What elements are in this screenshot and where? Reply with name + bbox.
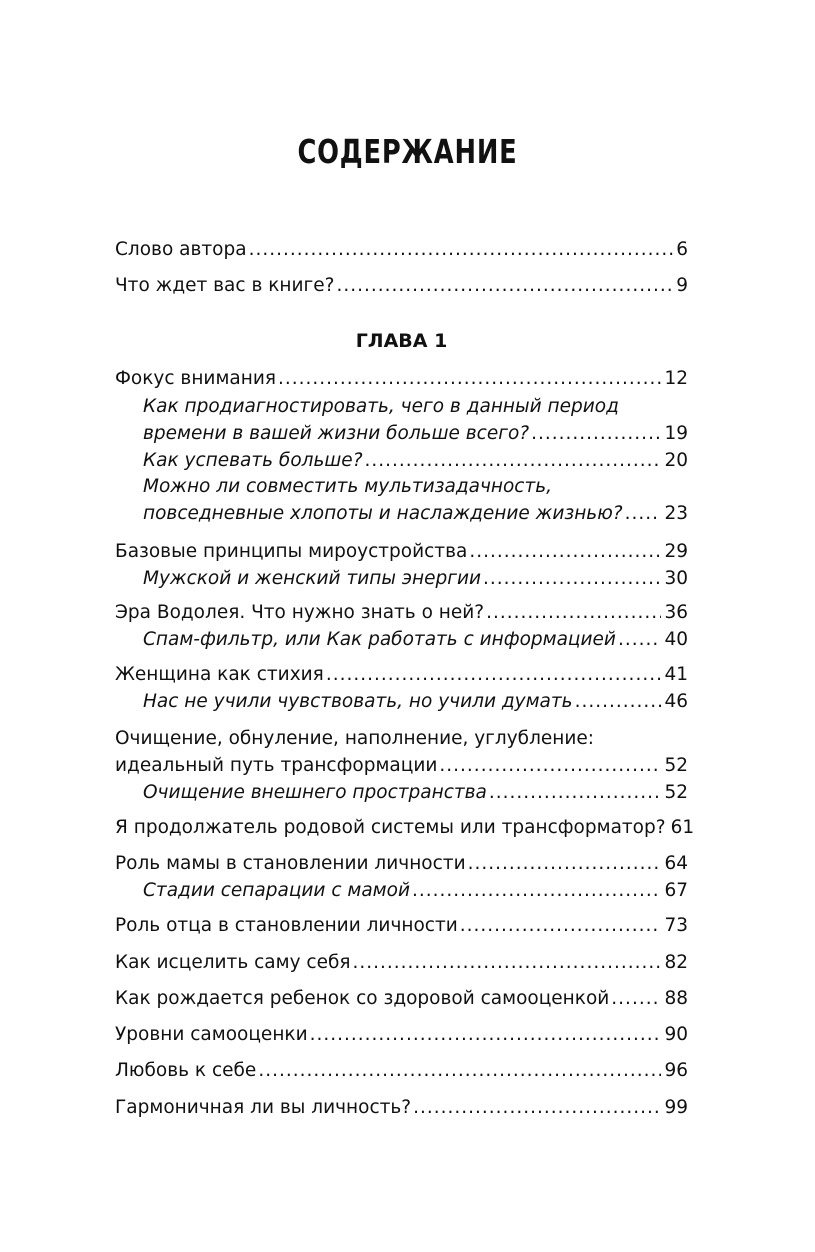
toc-entry-what-awaits[interactable] [115,273,688,299]
toc-page-number: 61 [670,817,695,838]
dot-leader [412,878,661,904]
toc-subentry[interactable] [143,878,688,904]
toc-entry-author-word[interactable] [115,237,688,263]
toc-entry-title: Как успевать больше? [143,450,363,471]
toc-page-number: 40 [664,629,688,650]
dot-leader [258,1058,661,1084]
dot-leader [575,689,662,715]
dot-leader [310,1022,662,1048]
toc-page-number: 29 [664,541,688,562]
toc-page-number: 52 [664,755,688,776]
chapter-heading: ГЛАВА 1 [355,330,448,352]
toc-entry[interactable] [115,986,688,1012]
toc-entry-title: Гармоничная ли вы личность? [115,1097,412,1118]
toc-subentry-title-line1: Можно ли совместить мультизадачность, [143,476,553,497]
toc-entry[interactable] [115,600,688,626]
toc-entry-title: Спам-фильтр, или Как работать с информацией [143,629,616,650]
toc-subentry[interactable] [143,627,688,653]
toc-page-number: 73 [664,915,688,936]
dot-leader [336,273,673,299]
toc-entry-title: Я продолжатель родовой системы или трансформатор? [115,817,666,838]
dot-leader [365,448,662,474]
dot-leader [483,566,661,592]
toc-entry-title: Мужской и женский типы энергии [143,568,481,589]
dot-leader [249,237,674,263]
dot-leader [353,950,662,976]
toc-page-number: 41 [664,664,688,685]
toc-entry-title: Очищение внешнего пространства [143,782,487,803]
toc-entry-title: Эра Водолея. Что нужно знать о ней? [115,602,485,623]
toc-page-number: 88 [664,988,688,1009]
toc-entry[interactable] [115,913,688,939]
toc-entry-title: Стадии сепарации с мамой [143,880,410,901]
toc-entry-title: Что ждет вас в книге? [115,275,335,296]
dot-leader [468,851,662,877]
toc-entry-title: Слово автора [115,239,247,260]
toc-entry[interactable] [115,539,688,565]
toc-entry-title: Как рождается ребенок со здоровой самооценкой [115,988,610,1009]
toc-subentry[interactable] [143,780,688,806]
toc-subentry[interactable] [143,689,688,715]
toc-page-number: 23 [664,503,688,524]
dot-leader [611,986,661,1012]
toc-entry-title: Базовые принципы мироустройства [115,541,468,562]
toc-page-number: 46 [664,691,688,712]
toc-entry-title: Роль отца в становлении личности [115,915,458,936]
toc-entry[interactable] [115,1095,688,1121]
toc-subentry-title-line1: Как продиагностировать, чего в данный период [143,396,619,417]
dot-leader [531,421,661,447]
toc-entry[interactable] [115,1022,688,1048]
dot-leader [278,366,661,392]
toc-entry[interactable] [115,815,695,841]
toc-page-number: 99 [664,1097,688,1118]
dot-leader [469,539,661,565]
toc-page-number: 30 [664,568,688,589]
toc-page-number: 20 [664,450,688,471]
toc-page-number: 96 [664,1060,688,1081]
toc-entry-title: повседневные хлопоты и наслаждение жизнью? [143,503,623,524]
dot-leader [460,913,662,939]
toc-entry[interactable] [115,753,688,779]
toc-entry-title: Уровни самооценки [115,1024,308,1045]
toc-entry[interactable] [115,366,688,392]
toc-entry[interactable] [115,950,688,976]
toc-subentry[interactable] [143,421,688,447]
toc-entry-title: идеальный путь трансформации [115,755,438,776]
toc-page-number: 36 [664,602,688,623]
toc-page-number: 82 [664,952,688,973]
toc-page-number: 9 [676,275,688,296]
toc-page-number: 19 [664,423,688,444]
toc-entry-title: Любовь к себе [115,1060,257,1081]
dot-leader [625,501,662,527]
toc-subentry[interactable] [143,501,688,527]
toc-entry-title: Нас не учили чувствовать, но учили думать [143,691,573,712]
toc-page-number: 52 [664,782,688,803]
toc-subentry[interactable] [143,448,688,474]
dot-leader [439,753,661,779]
toc-page-number: 6 [676,239,688,260]
toc-page-number: 64 [664,853,688,874]
toc-entry[interactable] [115,662,688,688]
dot-leader [486,600,661,626]
dot-leader [413,1095,661,1121]
toc-page-number: 67 [664,880,688,901]
dot-leader [489,780,662,806]
toc-entry-title: Как исцелить саму себя [115,952,351,973]
dot-leader [326,662,662,688]
toc-entry[interactable] [115,1058,688,1084]
toc-entry-title: Фокус внимания [115,368,276,389]
page-title: СОДЕРЖАНИЕ [297,132,518,171]
toc-page-number: 12 [664,368,688,389]
toc-entry[interactable] [115,851,688,877]
toc-entry-title: Роль мамы в становлении личности [115,853,466,874]
toc-entry-title: Женщина как стихия [115,664,324,685]
dot-leader [618,627,662,653]
toc-entry-title-line1: Очищение, обнуление, наполнение, углубление: [115,728,595,749]
toc-subentry[interactable] [143,566,688,592]
toc-page-number: 90 [664,1024,688,1045]
toc-entry-title: времени в вашей жизни больше всего? [143,423,530,444]
